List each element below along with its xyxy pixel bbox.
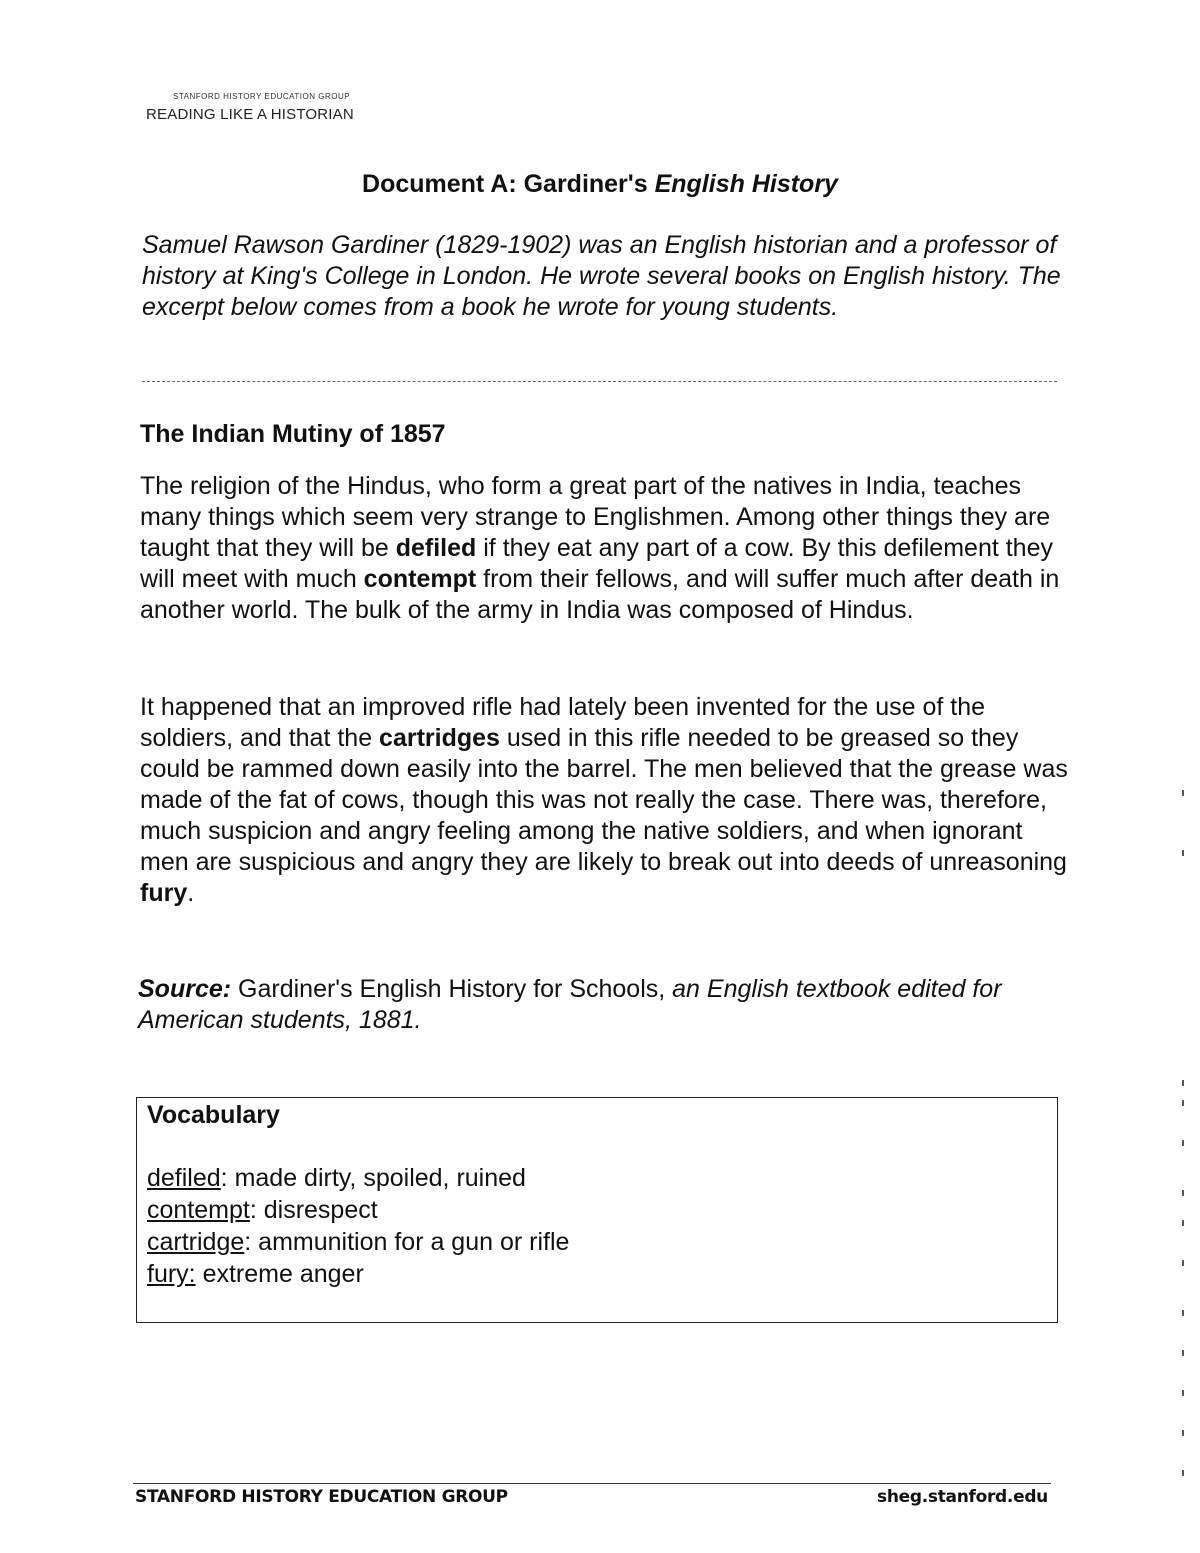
section-title: The Indian Mutiny of 1857	[140, 420, 446, 448]
paragraph-1-text-c: from their fellows, and will suffer much after death in another world. The bulk of the army in India was composed of Hindus.	[140, 565, 1060, 624]
footer-rule	[133, 1483, 1051, 1484]
source-description: an English textbook edited for American students, 1881.	[138, 975, 1002, 1034]
footer-website: sheg.stanford.edu	[877, 1487, 1048, 1507]
vocab-term: contempt	[147, 1196, 250, 1224]
vocab-item-cartridge	[147, 1227, 569, 1258]
vocab-term: fury:	[147, 1260, 196, 1288]
paragraph-2-text-b: used in this rifle needed to be greased so they could be rammed down easily into the barrel. The men believed that the grease was made of the fat of cows, though this was not really the case. There was, therefore, much suspicion and angry feeling among the native soldiers, and when ignorant men are suspicious and angry they are likely to break out into deeds of unreasoning	[140, 724, 1068, 876]
source-citation	[138, 974, 1073, 1036]
vocab-definition: made dirty, spoiled, ruined	[234, 1164, 526, 1192]
document-title-prefix: Document A: Gardiner's	[362, 170, 655, 198]
vocab-separator	[196, 1260, 203, 1288]
document-title-italic: English History	[654, 170, 838, 198]
footer-organization: STANFORD HISTORY EDUCATION GROUP	[135, 1487, 508, 1507]
paragraph-1	[140, 471, 1075, 626]
dashed-divider	[142, 381, 1057, 382]
vocab-term: cartridge	[147, 1228, 245, 1256]
paragraph-1-text-a: The religion of the Hindus, who form a great part of the natives in India, teaches many things which seem very strange to Englishmen. Among other things they are taught that they will be	[140, 472, 1051, 562]
vocab-item-fury	[147, 1259, 364, 1290]
source-title: Gardiner's English History for Schools,	[231, 975, 673, 1003]
vocabulary-title: Vocabulary	[147, 1101, 280, 1129]
author-intro: Samuel Rawson Gardiner (1829-1902) was an English historian and a professor of history at King's College in London. He wrote several books on English history. The excerpt below comes from a book he wrote for young students.	[142, 231, 1061, 321]
header-program-title: READING LIKE A HISTORIAN	[146, 106, 354, 123]
vocab-separator: :	[249, 1196, 264, 1224]
header-org-small: STANFORD HISTORY EDUCATION GROUP	[173, 92, 351, 101]
vocab-term: defiled	[147, 1164, 221, 1192]
paragraph-2	[140, 692, 1075, 909]
vocab-item-contempt	[147, 1195, 378, 1226]
paragraph-2-text-a: It happened that an improved rifle had lately been invented for the use of the soldiers, and that the	[140, 693, 986, 752]
term-cartridges: cartridges	[379, 724, 500, 752]
term-fury: fury	[140, 879, 188, 907]
source-label: Source:	[138, 975, 232, 1003]
paragraph-2-text-c: .	[187, 879, 195, 907]
vocab-separator: :	[244, 1228, 259, 1256]
vocab-item-defiled	[147, 1163, 526, 1194]
document-title	[0, 170, 1200, 199]
term-contempt: contempt	[363, 565, 477, 593]
paragraph-1-text-b: if they eat any part of a cow. By this defilement they will meet with much	[140, 534, 1053, 593]
scan-edge-marks	[1182, 790, 1186, 1490]
vocab-definition: ammunition for a gun or rifle	[258, 1228, 570, 1256]
vocab-definition: extreme anger	[202, 1260, 364, 1288]
vocab-separator: :	[220, 1164, 235, 1192]
vocab-definition: disrespect	[263, 1196, 378, 1224]
term-defiled: defiled	[395, 534, 477, 562]
